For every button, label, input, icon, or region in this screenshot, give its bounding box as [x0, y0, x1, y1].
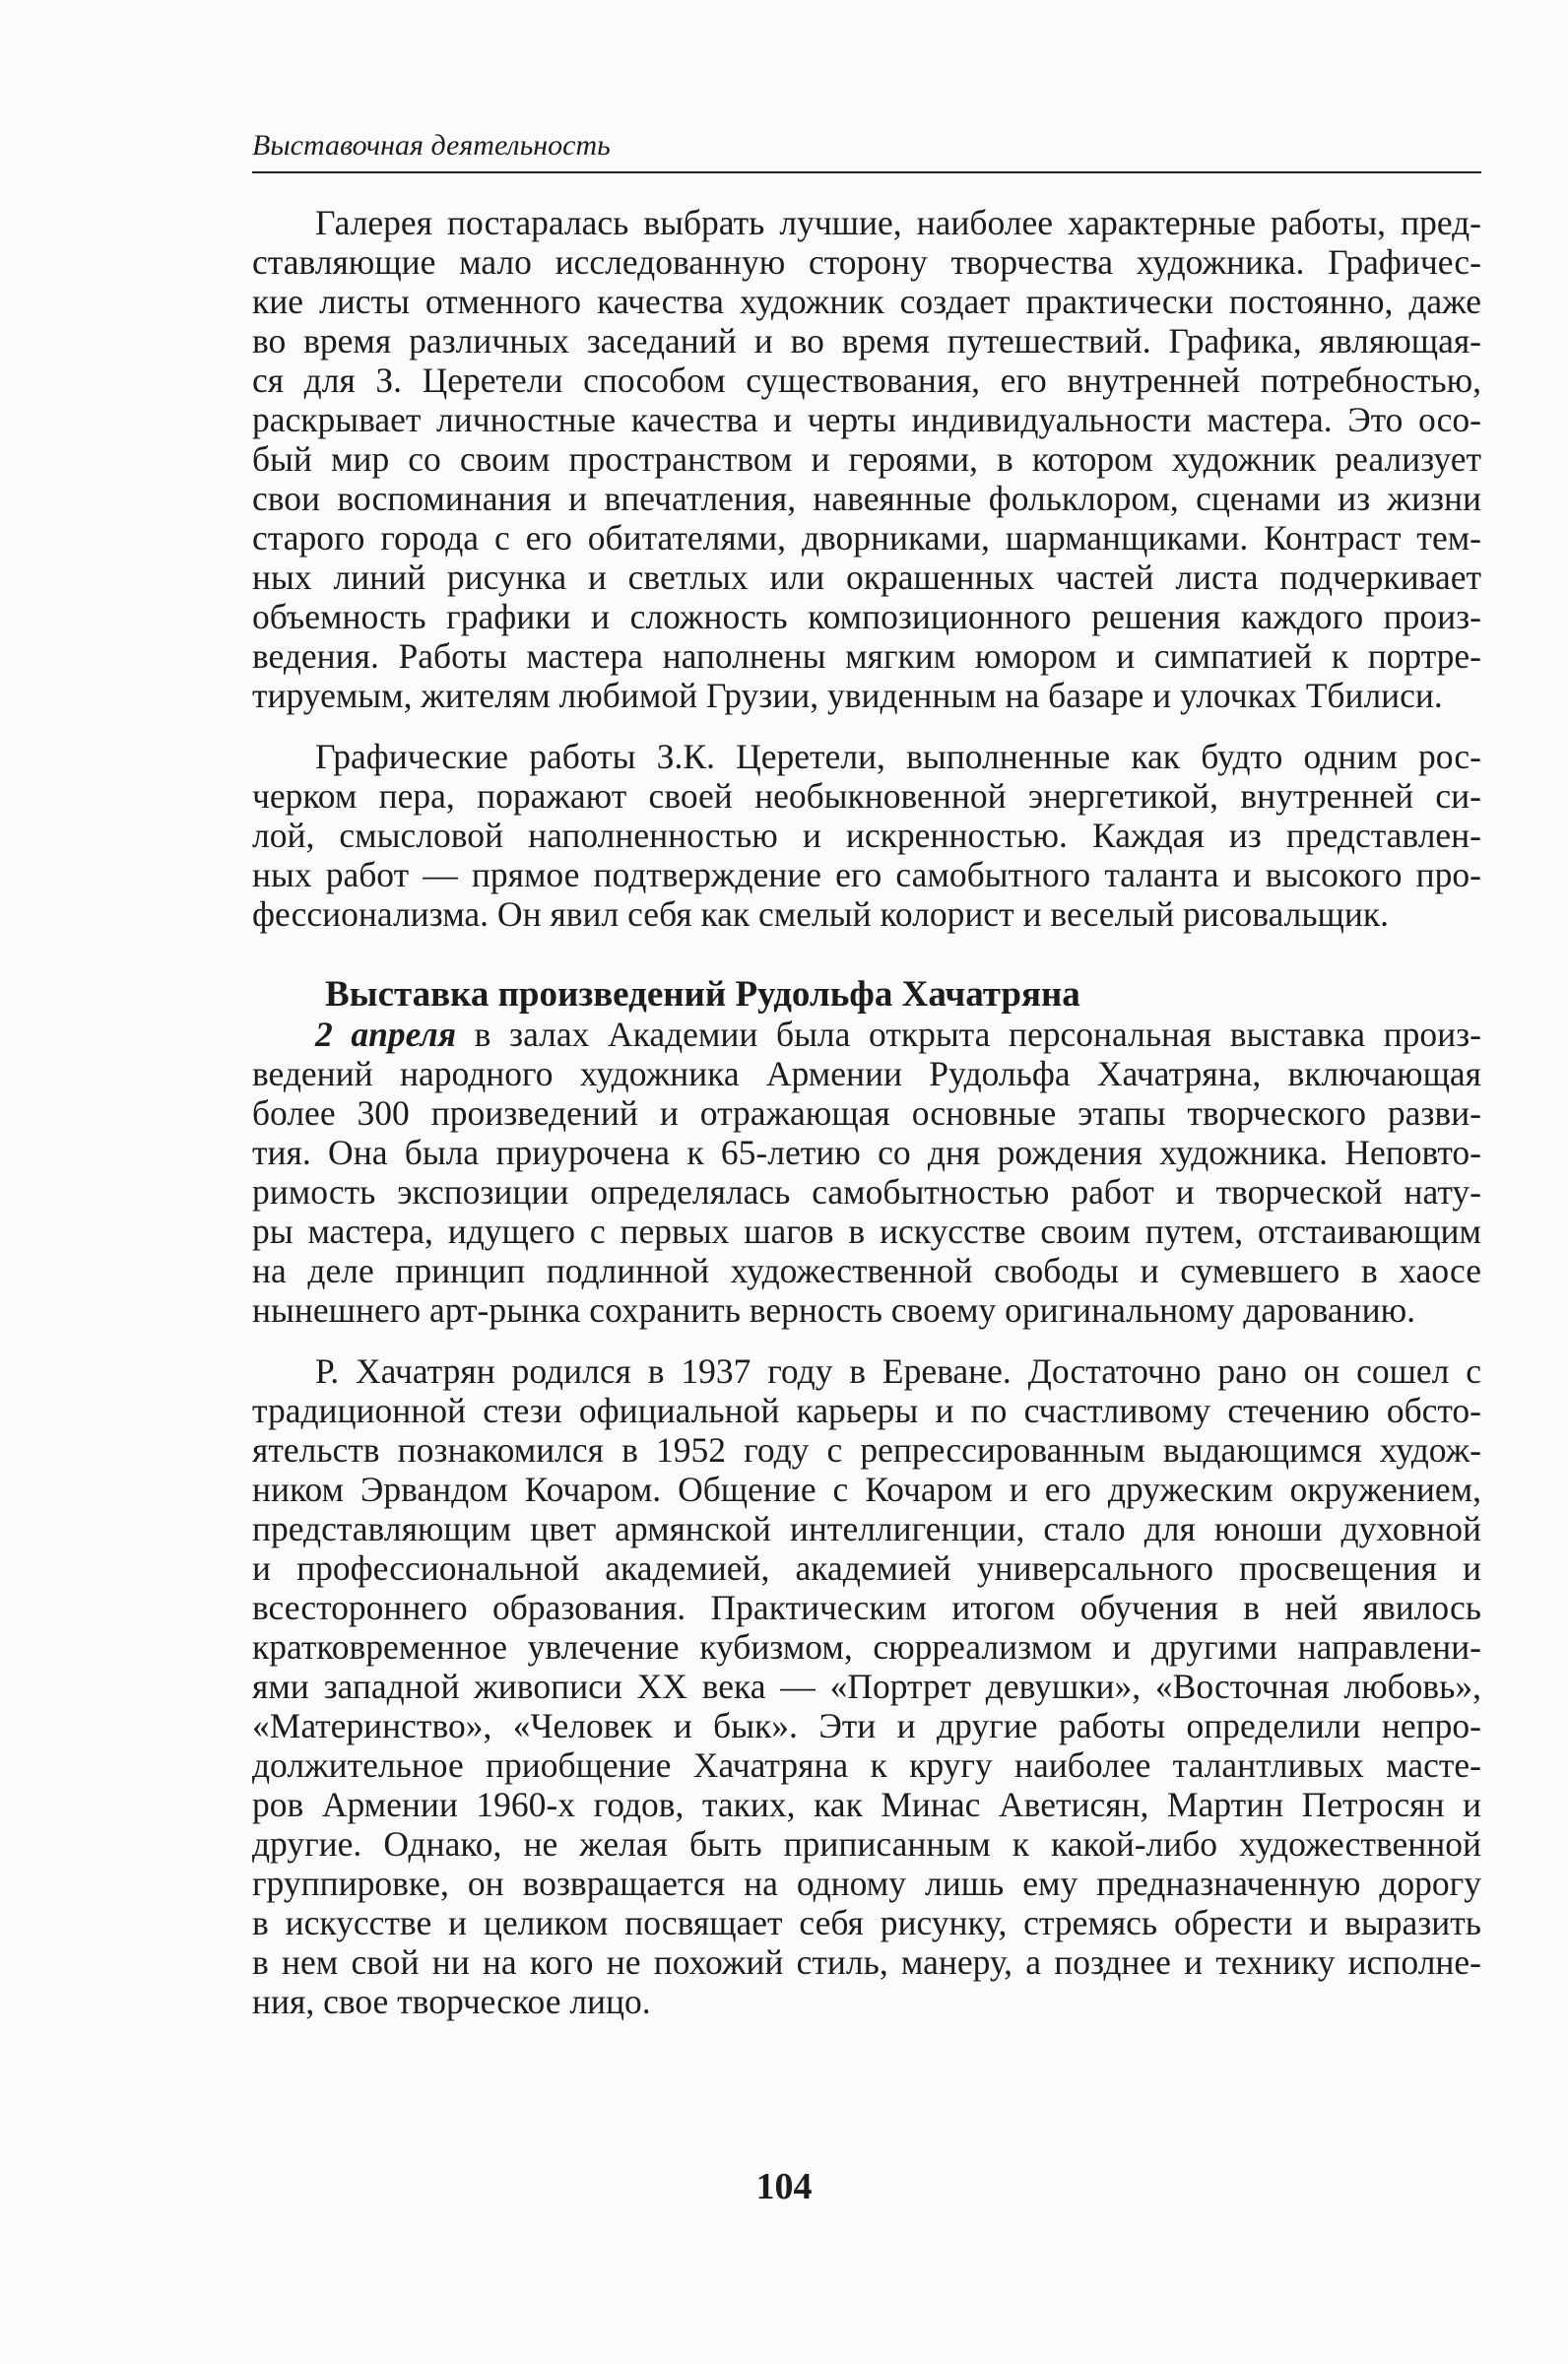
text-line: в нем свой ни на кого не похожий стиль, манеру, а позднее и технику исполне-: [252, 1942, 1481, 1982]
text-line: ров Армении 1960-х годов, таких, как Минас Аветисян, Мартин Петросян и: [252, 1785, 1481, 1824]
text-line: ных работ — прямое подтверждение его самобытного таланта и высокого про-: [252, 855, 1481, 894]
text-line: ятельств познакомился в 1952 году с репрессированным выдающимся худож-: [252, 1430, 1481, 1470]
body-text: [252, 203, 1481, 2021]
text-line: ведения. Работы мастера наполнены мягким юмором и симпатией к портре-: [252, 636, 1481, 676]
text-line: традиционной стези официальной карьеры и по счастливому стечению обсто-: [252, 1391, 1481, 1430]
text-line: ставляющие мало исследованную сторону творчества художника. Графичес-: [252, 242, 1481, 282]
paragraph-3: [252, 1015, 1481, 1330]
paragraph-2: [252, 737, 1481, 934]
text-line: фессионализма. Он явил себя как смелый колорист и веселый рисовальщик.: [252, 894, 1389, 934]
text-run: в залах Академии была открыта персональная выставка произ-: [456, 1015, 1482, 1054]
text-line: на деле принцип подлинной художественной свободы и сумевшего в хаосе: [252, 1251, 1481, 1290]
text-line: кие листы отменного качества художник создает практически постоянно, даже: [252, 282, 1481, 321]
text-line: ния, свое творческое лицо.: [252, 1982, 651, 2021]
paragraph-4: [252, 1351, 1481, 2021]
paragraph-1: [252, 203, 1481, 715]
text-line: ся для З. Церетели способом существования, его внутренней потребностью,: [252, 361, 1481, 400]
text-line: нынешнего арт-рынка сохранить верность своему оригинальному дарованию.: [252, 1290, 1416, 1330]
text-line: должительное приобщение Хачатряна к кругу наиболее талантливых масте-: [252, 1745, 1481, 1785]
text-line: тия. Она была приурочена к 65-летию со дня рождения художника. Неповто-: [252, 1133, 1481, 1172]
text-line: римость экспозиции определялась самобытностью работ и творческой нату-: [252, 1172, 1481, 1212]
page-number: 104: [755, 2166, 813, 2207]
text-line: «Материнство», «Человек и бык». Эти и другие работы определили непро-: [252, 1706, 1481, 1745]
text-line: во время различных заседаний и во время путешествий. Графика, являющая-: [252, 321, 1481, 361]
text-line: всестороннего образования. Практическим итогом обучения в ней явилось: [252, 1588, 1481, 1627]
text-line: ры мастера, идущего с первых шагов в искусстве своим путем, отстаивающим: [252, 1212, 1481, 1251]
text-line: кратковременное увлечение кубизмом, сюрреализмом и другими направлени-: [252, 1627, 1481, 1667]
text-line: и профессиональной академией, академией универсального просвещения и: [252, 1548, 1481, 1588]
section-heading: Выставка произведений Рудольфа Хачатряна: [325, 974, 1080, 1015]
text-line: свои воспоминания и впечатления, навеянные фольклором, сценами из жизни: [252, 479, 1481, 518]
text-line: в искусстве и целиком посвящает себя рисунку, стремясь обрести и выразить: [252, 1903, 1481, 1942]
text-line: ями западной живописи XX века — «Портрет девушки», «Восточная любовь»,: [252, 1667, 1481, 1706]
text-line: Галерея постаралась выбрать лучшие, наиболее характерные работы, пред-: [315, 203, 1481, 242]
text-line: бый мир со своим пространством и героями, в котором художник реализует: [252, 439, 1481, 479]
text-line: Р. Хачатрян родился в 1937 году в Ереване. Достаточно рано он сошел с: [315, 1351, 1481, 1391]
text-line: ведений народного художника Армении Рудольфа Хачатряна, включающая: [252, 1054, 1481, 1093]
text-line: лой, смысловой наполненностью и искренностью. Каждая из представлен-: [252, 816, 1481, 855]
text-line: более 300 произведений и отражающая основные этапы творческого разви-: [252, 1093, 1481, 1133]
text-line: объемность графики и сложность композиционного решения каждого произ-: [252, 597, 1481, 636]
text-line: представляющим цвет армянской интеллигенции, стало для юноши духовной: [252, 1509, 1481, 1548]
text-line: ных линий рисунка и светлых или окрашенных частей листа подчеркивает: [252, 558, 1481, 597]
text-line: старого города с его обитателями, дворниками, шарманщиками. Контраст тем-: [252, 518, 1481, 558]
text-line: тируемым, жителям любимой Грузии, увиденным на базаре и улочках Тбилиси.: [252, 676, 1443, 715]
running-head: Выставочная деятельность: [252, 128, 1481, 173]
text-line: [252, 1015, 1481, 1054]
text-line: другие. Однако, не желая быть приписанным к какой-либо художественной: [252, 1824, 1481, 1864]
text-line: раскрывает личностные качества и черты индивидуальности мастера. Это осо-: [252, 400, 1481, 439]
text-line: черком пера, поражают своей необыкновенной энергетикой, внутренней си-: [252, 776, 1481, 816]
text-line: Графические работы З.К. Церетели, выполненные как будто одним рос-: [315, 737, 1481, 776]
text-line: ником Эрвандом Кочаром. Общение с Кочаром и его дружеским окружением,: [252, 1470, 1481, 1509]
date-lead: 2 апреля: [315, 1015, 457, 1054]
text-line: группировке, он возвращается на одному лишь ему предназначенную дорогу: [252, 1864, 1481, 1903]
